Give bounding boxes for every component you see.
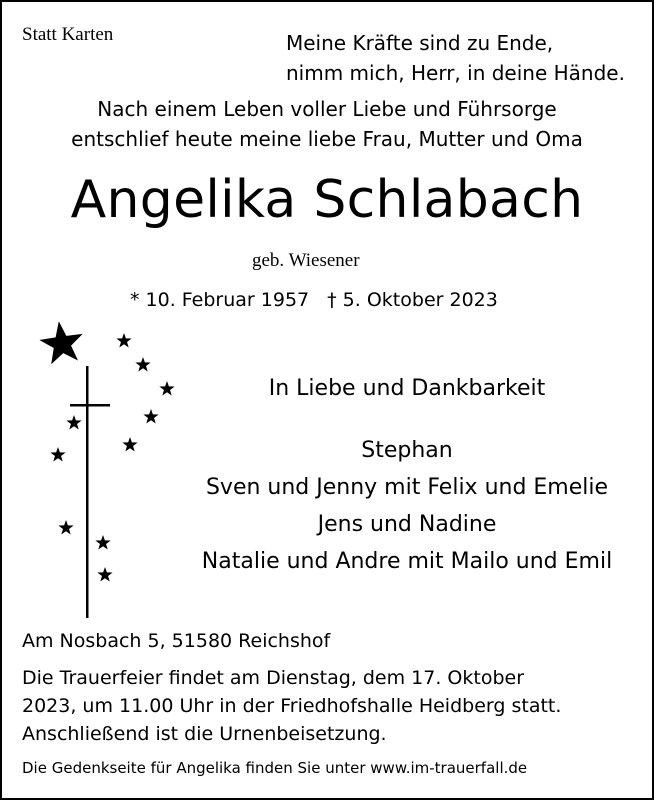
life-dates <box>130 289 498 311</box>
star-icon <box>143 409 158 423</box>
verse <box>286 28 625 88</box>
mourner-line: Jens und Nadine <box>317 512 497 537</box>
birth-date: * 10. Februar 1957 <box>130 289 310 311</box>
service-line: Anschließend ist die Urnenbeisetzung. <box>22 723 387 745</box>
star-icon <box>97 567 112 581</box>
star-icon <box>58 520 73 534</box>
service-line: 2023, um 11.00 Uhr in der Friedhofshalle Heidberg statt. <box>22 695 562 717</box>
star-icon <box>66 415 81 429</box>
star-icon <box>116 333 131 347</box>
intro-line: Nach einem Leben voller Liebe und Führsorge <box>97 97 557 121</box>
star-icon <box>95 535 110 549</box>
mourner-line: Stephan <box>361 438 453 463</box>
star-icon <box>135 357 150 371</box>
service-line: Die Trauerfeier findet am Dienstag, dem 17. Oktober <box>22 667 525 689</box>
star-icon <box>122 437 137 451</box>
verse-line: nimm mich, Herr, in deine Hände. <box>286 61 625 85</box>
cross-stars-decoration <box>32 322 182 622</box>
deceased-name: Angelika Schlabach <box>70 170 584 230</box>
funeral-service-info <box>22 664 561 748</box>
verse-line: Meine Kräfte sind zu Ende, <box>286 31 554 55</box>
memorial-page-note: Die Gedenkseite für Angelika finden Sie unter www.im-trauerfall.de <box>22 759 528 777</box>
intro-text <box>2 94 652 154</box>
intro-line: entschlief heute meine liebe Frau, Mutter und Oma <box>71 127 583 151</box>
star-icon <box>50 447 65 461</box>
death-date: † 5. Oktober 2023 <box>327 289 498 311</box>
birth-name: geb. Wiesener <box>252 250 360 271</box>
statt-karten-label: Statt Karten <box>22 24 114 45</box>
family-address: Am Nosbach 5, 51580 Reichshof <box>22 630 331 652</box>
mourner-line: Natalie und Andre mit Mailo und Emil <box>201 549 613 574</box>
mourner-line: Sven und Jenny mit Felix und Emelie <box>205 475 609 500</box>
star-icon <box>37 322 86 365</box>
mourners-list <box>162 432 652 580</box>
cross-icon <box>70 366 110 618</box>
thanks-line: In Liebe und Dankbarkeit <box>268 376 546 401</box>
